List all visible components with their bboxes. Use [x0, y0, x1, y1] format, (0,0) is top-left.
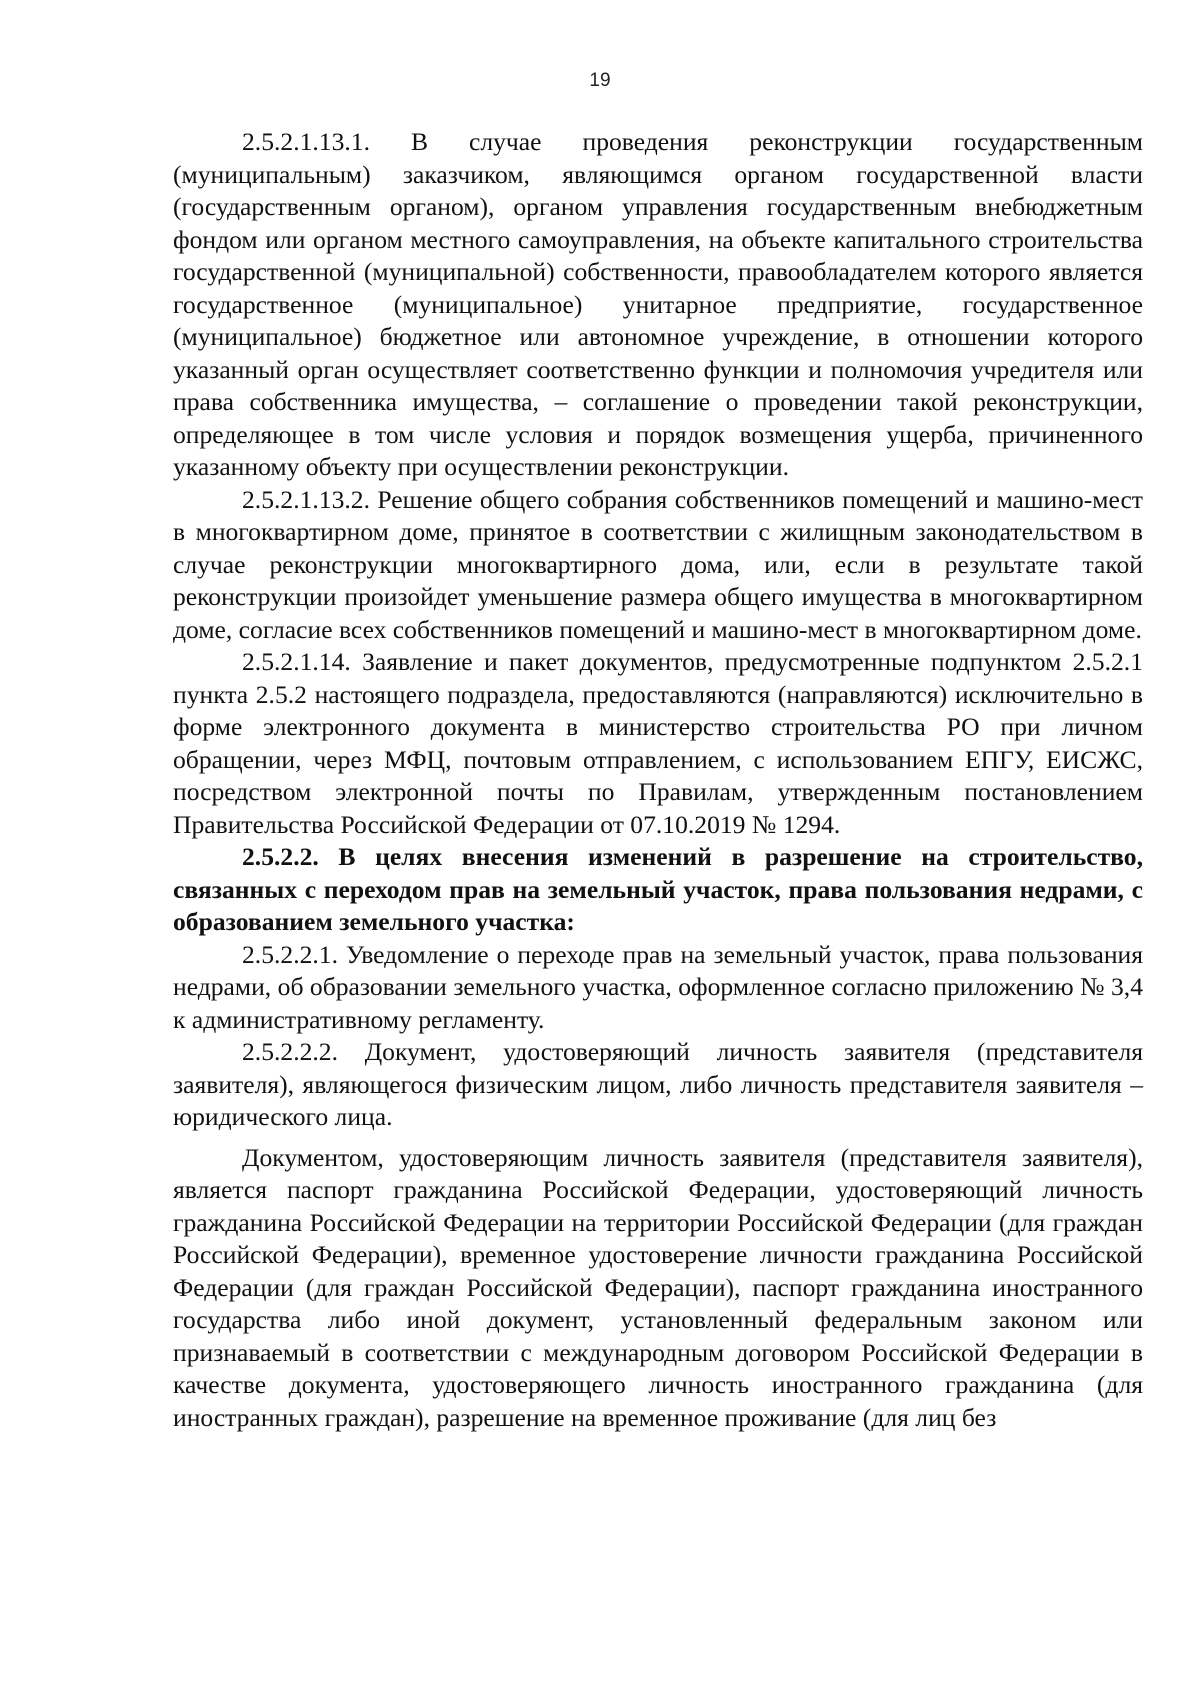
paragraph-2-5-2-1-14: 2.5.2.1.14. Заявление и пакет документов, предусмотренные подпунктом 2.5.2.1 пункта 2.5.2 настоящего подраздела, предоставляются (направляются) исключительно в форме электронного документа в министерство строительства РО при личном обращении, через МФЦ, почтовым отправлением, с использованием ЕПГУ, ЕИСЖС, посредством электронной почты по Правилам, утвержденным постановлением Правительства Российской Федерации от 07.10.2019 № 1294. [173, 647, 1143, 839]
paragraph-2-5-2-1-13-1: 2.5.2.1.13.1. В случае проведения реконструкции государственным (муниципальным) заказчиком, являющимся органом государственной власти (государственным органом), органом управления государственным внебюджетным фондом или органом местного самоуправления, на объекте капитального строительства государственной (муниципальной) собственности, правообладателем которого является государственное (муниципальное) унитарное предприятие, государственное (муниципальное) бюджетное или автономное учреждение, в отношении которого указанный орган осуществляет соответственно функции и полномочия учредителя или права собственника имущества, – соглашение о проведении такой реконструкции, определяющее в том числе условия и порядок возмещения ущерба, причиненного указанному объекту при осуществлении реконструкции. [173, 127, 1143, 481]
paragraph-2-5-2-1-13-2: 2.5.2.1.13.2. Решение общего собрания собственников помещений и машино-мест в многоквартирном доме, принятое в соответствии с жилищным законодательством в случае реконструкции многоквартирного дома, или, если в результате такой реконструкции произойдет уменьшение размера общего имущества в многоквартирном доме, согласие всех собственников помещений и машино-мест в многоквартирном доме. [173, 484, 1143, 644]
page-number: 19 [589, 70, 611, 91]
paragraph-identity-documents: Документом, удостоверяющим личность заявителя (представителя заявителя), является паспорт гражданина Российской Федерации, удостоверяющий личность гражданина Российской Федерации на территории Российской Федерации (для граждан Российской Федерации), временное удостоверение личности гражданина Российской Федерации (для граждан Российской Федерации), паспорт гражданина иностранного государства либо иной документ, установленный федеральным законом или признаваемый в соответствии с международным договором Российской Федерации в качестве документа, удостоверяющего личность иностранного гражданина (для иностранных граждан), разрешение на временное проживание (для лиц без [173, 1142, 1143, 1432]
section-heading-2-5-2-2: 2.5.2.2. В целях внесения изменений в разрешение на строительство, связанных с переходом прав на земельный участок, права пользования недрами, с образованием земельного участка: [173, 842, 1143, 936]
paragraph-2-5-2-2-2: 2.5.2.2.2. Документ, удостоверяющий личность заявителя (представителя заявителя), являющегося физическим лицом, либо личность представителя заявителя – юридического лица. [173, 1037, 1143, 1131]
paragraph-2-5-2-2-1: 2.5.2.2.1. Уведомление о переходе прав на земельный участок, права пользования недрами, об образовании земельного участка, оформленное согласно приложению № 3,4 к административному регламенту. [173, 939, 1143, 1034]
document-body [173, 126, 1143, 1434]
